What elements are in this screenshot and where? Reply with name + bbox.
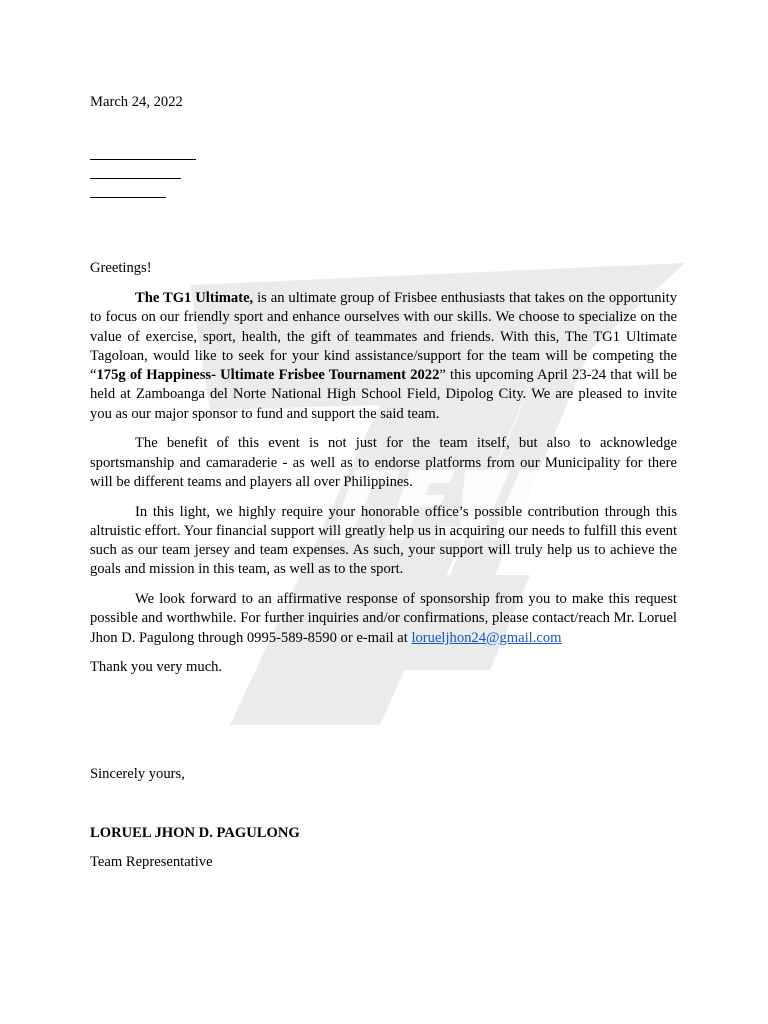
paragraph-benefit: The benefit of this event is not just for the team itself, but also to acknowledge sportsmanship and camaraderie - as well as to endorse platforms from our Municipality for there will be different teams and players all over Philippines.	[90, 435, 677, 490]
letter-body	[90, 289, 677, 688]
paragraph-contact	[90, 590, 677, 648]
org-name: The TG1 Ultimate,	[135, 290, 254, 306]
recipient-position-blank	[90, 178, 181, 179]
closing: Sincerely yours,	[90, 766, 185, 782]
paragraph-introduction	[90, 289, 677, 424]
paragraph-request: In this light, we highly require your honorable office’s possible contribution through this altruistic effort. Your financial support will greatly help us in acquiring our needs to fulfill this event such as our team jersey and team expenses. As such, your support will truly help us to achieve the goals and mission in this team, as well as to the sport.	[90, 503, 677, 578]
greeting: Greetings!	[90, 260, 152, 276]
email-link[interactable]: lorueljhon24@gmail.com	[411, 629, 562, 646]
intro-text-b: ” this upcoming April 23-24 that will be held at Zamboanga del Norte National High School Field, Dipolog City. We are pleased to invite you as our major sponsor to fund and support the said team.	[90, 367, 677, 422]
signer-name: LORUEL JHON D. PAGULONG	[90, 825, 300, 841]
contact-text: We look forward to an affirmative response of sponsorship from you to make this request possible and worthwhile. For further inquiries and/or confirmations, please contact/reach Mr. Loruel Jhon D. Pagulong through 0995-589-8590 or e-mail at	[90, 591, 677, 646]
thank-you-line: Thank you very much.	[90, 659, 223, 676]
signer-title: Team Representative	[90, 854, 213, 870]
letter-date: March 24, 2022	[90, 94, 183, 110]
event-name: 175g of Happiness- Ultimate Frisbee Tournament 2022	[96, 367, 440, 384]
recipient-name-blank	[90, 159, 196, 160]
recipient-address-blank	[90, 197, 166, 198]
intro-text-a: is an ultimate group of Frisbee enthusiasts that takes on the opportunity to focus on our friendly sport and enhance ourselves with our skills. We choose to specialize on the value of exercise, sport, health, the gift of teammates and friends. With this, The TG1 Ultimate Tagoloan, would like to seek for your kind assistance/support for the team will be competing the “	[90, 290, 677, 384]
